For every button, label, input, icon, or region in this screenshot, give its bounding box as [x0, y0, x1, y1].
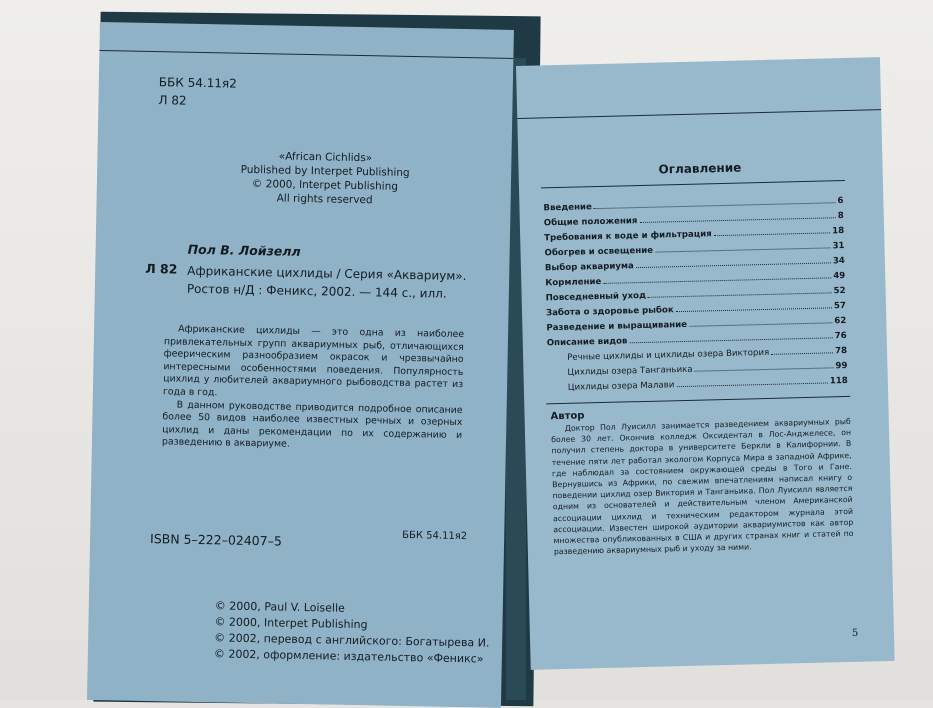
toc-entry-page: 118	[829, 375, 848, 387]
toc-entry-page: 31	[832, 241, 845, 252]
annotation	[162, 323, 464, 455]
toc-entry-page: 6	[837, 196, 844, 207]
toc-entry-page: 34	[832, 256, 845, 267]
left-page	[87, 22, 514, 708]
annotation-paragraph: В данном руководстве приводится подробное описание более 50 видов наиболее известных речных и озерных цихлид и даны рекомендации по их содержанию и разведению в аквариуме.	[161, 399, 463, 451]
toc-entry-page: 8	[837, 211, 844, 222]
bio-paragraph: Доктор Пол Луисилл занимается разведением аквариумных рыб более 30 лет. Окончив колледж Оксидентал в Лос-Анджелесе, он получил степень доктора в университете Беркли в Калифорнии. В течение пяти лет работал экологом Корпуса Мира в западной Африке, где наблюдал за состоянием окружающей среды в Того и Гане. Вернувшись из Африки, по свежим впечатлениям написал книгу о поведении цихлид озер Виктория и Танганьика. Пол Луисилл является одним из основателей и действительным членом Американской ассоциации цихлид и техническим редактором журнала этой ассоциации. Известен широкой аудитории аквариумистов как автор множества опубликованных в США и других странах книг и статей по разведению аквариумных рыб и уходу за ними.	[551, 416, 854, 557]
toc-bottom-rule	[546, 396, 850, 404]
right-page	[516, 57, 895, 670]
bibliographic-record	[187, 262, 467, 303]
author-mark: Л 82	[158, 93, 187, 108]
bbk-code: ББК 54.11я2	[158, 75, 237, 91]
bbk-header	[158, 73, 237, 110]
copyright-line: © 2000, Interpet Publishing	[214, 615, 368, 632]
original-line: © 2000, Interpet Publishing	[251, 177, 399, 193]
original-edition	[235, 149, 416, 208]
catalog-mark: Л 82	[145, 260, 178, 277]
toc-entry-title: Повседневный уход	[545, 290, 647, 304]
copyright-line: © 2000, Paul V. Loiselle	[214, 599, 346, 615]
author-bio	[551, 416, 854, 558]
toc-title: Оглавление	[658, 160, 742, 177]
bbk-code-bottom: ББК 54.11я2	[402, 529, 468, 543]
original-line: All rights reserved	[276, 192, 373, 207]
toc-entry-page: 99	[835, 360, 848, 372]
isbn: ISBN 5–222–02407–5	[149, 531, 283, 549]
toc-entry-title: Обогрев и освещение	[544, 245, 654, 259]
toc-entry-title: Выбор аквариума	[544, 261, 634, 274]
toc-entry-title: Разведение и выращивание	[546, 319, 688, 334]
toc-entry-title: Цихлиды озера Танганьика	[567, 364, 693, 378]
toc-entry-page: 49	[833, 271, 846, 282]
toc-entry-page: 76	[834, 331, 847, 342]
toc-entry-page: 57	[833, 301, 847, 312]
copyright-line: © 2002, перевод с английского: Богатырева И.	[214, 631, 490, 650]
bio-heading: Автор	[550, 410, 585, 423]
publisher-line: Ростов н/Д : Феникс, 2002. — 144 с., илл.	[186, 281, 447, 301]
copyright-line: © 2002, оформление: издательство «Феникс»	[213, 647, 484, 666]
toc-entry-title: Цихлиды озера Малави	[567, 380, 675, 393]
toc-entry-title: Общие положения	[543, 216, 638, 229]
toc-leader	[676, 382, 827, 387]
top-rule	[99, 50, 513, 59]
toc-entry-title: Речные цихлиды и цихлиды озера Виктория	[567, 347, 770, 363]
toc-entry-page: 18	[832, 226, 845, 237]
original-line: Published by Interpet Publishing	[240, 163, 410, 179]
annotation-paragraph: Африканские цихлиды — это одна из наиболее привлекательных групп аквариумных рыб, отличающихся феерическим разнообразием окрасок и чрезвычайно интересными особенностями поведения. Популярность цихлид у любителей аквариумного рыбоводства растет из года в год.	[162, 323, 465, 399]
toc-entry-page: 78	[834, 345, 848, 357]
toc-entry-page: 52	[833, 286, 846, 297]
copyright-block	[214, 598, 490, 667]
top-rule	[517, 109, 881, 119]
toc-entry-title: Забота о здоровье рыбок	[545, 305, 674, 319]
toc-entry-title: Описание видов	[546, 336, 628, 349]
table-of-contents	[543, 191, 848, 393]
title-line: Африканские цихлиды / Серия «Аквариум».	[187, 263, 467, 284]
toc-leader	[771, 352, 833, 355]
toc-entry-page: 62	[834, 316, 847, 327]
toc-entry-title: Введение	[543, 202, 592, 214]
toc-entry-title: Требования к воде и фильтрация	[544, 229, 712, 244]
toc-top-rule	[541, 180, 845, 188]
toc-entry-title: Кормление	[545, 276, 602, 289]
toc-leader	[714, 232, 831, 236]
original-line: «African Cichlids»	[278, 150, 373, 165]
author-name: Пол В. Лойзелл	[187, 241, 301, 259]
page-number: 5	[851, 627, 859, 639]
